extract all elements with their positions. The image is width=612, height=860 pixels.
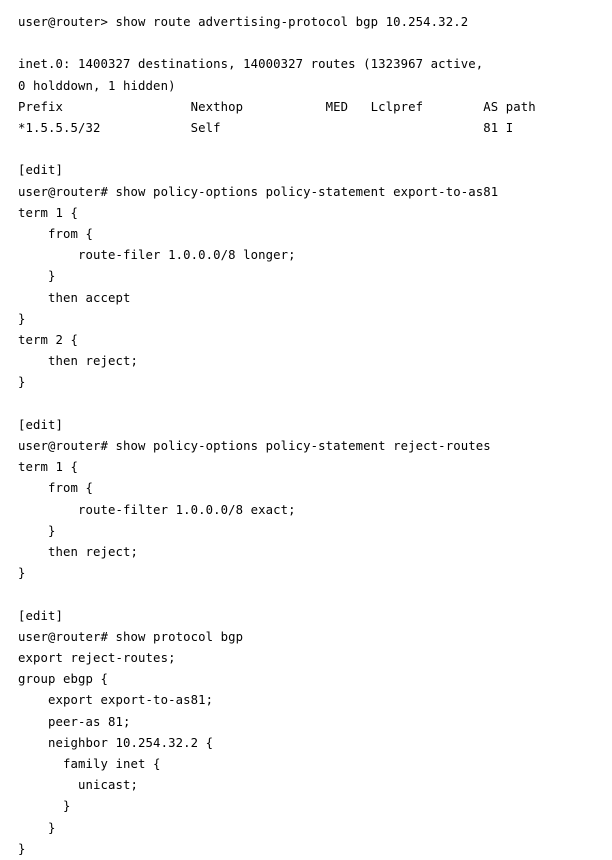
terminal-line: user@router# show protocol bgp	[18, 629, 244, 644]
terminal-line: [edit]	[18, 417, 64, 432]
terminal-line: }	[18, 799, 71, 814]
terminal-line: }	[18, 523, 56, 538]
terminal-line: export reject-routes;	[18, 651, 176, 666]
terminal-line: }	[18, 311, 26, 326]
terminal-line: }	[18, 269, 56, 284]
terminal-line	[18, 139, 594, 160]
terminal-line	[18, 584, 594, 605]
terminal-line: [edit]	[18, 163, 64, 178]
terminal-line: Prefix Nexthop MED Lclpref AS path	[18, 99, 536, 114]
terminal-line: 0 holddown, 1 hidden)	[18, 78, 176, 93]
terminal-line: *1.5.5.5/32 Self 81 I	[18, 121, 514, 135]
terminal-line: term 1 {	[18, 460, 79, 475]
terminal-line	[18, 394, 594, 415]
terminal-line: }	[18, 841, 26, 856]
terminal-line: neighbor 10.254.32.2 {	[18, 735, 214, 750]
terminal-line: family inet {	[18, 757, 161, 772]
terminal-line: then reject;	[18, 545, 139, 560]
terminal-line: unicast;	[18, 778, 139, 793]
terminal-line: inet.0: 1400327 destinations, 14000327 routes (1323967 active,	[18, 57, 484, 72]
terminal-line: user@router# show policy-options policy-statement reject-routes	[18, 439, 491, 454]
terminal-line: then reject;	[18, 354, 139, 369]
terminal-line: route-filer 1.0.0.0/8 longer;	[18, 248, 296, 263]
terminal-line	[18, 33, 594, 54]
terminal-line: }	[18, 820, 56, 835]
terminal-line: group ebgp {	[18, 672, 109, 687]
terminal-line: from {	[18, 481, 94, 496]
terminal-line: term 2 {	[18, 333, 79, 348]
terminal-line: user@router# show policy-options policy-statement export-to-as81	[18, 184, 499, 199]
terminal-line: }	[18, 375, 26, 390]
terminal-line: term 1 {	[18, 205, 79, 220]
terminal-line: }	[18, 566, 26, 581]
terminal-line: then accept	[18, 290, 131, 305]
terminal-line: route-filter 1.0.0.0/8 exact;	[18, 502, 296, 517]
terminal-line: [edit]	[18, 608, 64, 623]
terminal-line: user@router> show route advertising-protocol bgp 10.254.32.2	[18, 15, 469, 29]
terminal-line: peer-as 81;	[18, 714, 131, 729]
terminal-line: export export-to-as81;	[18, 693, 214, 708]
terminal-line: from {	[18, 227, 94, 241]
